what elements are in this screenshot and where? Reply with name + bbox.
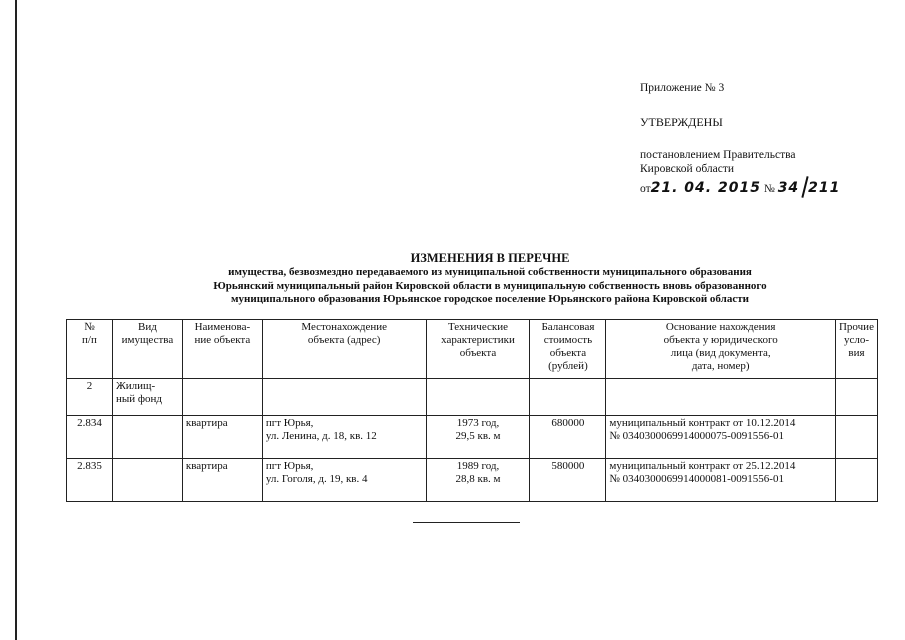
row-number: 2.834 [67,416,113,459]
handwritten-date: 21. 04. 2015 [650,180,761,196]
approval-block [640,82,890,198]
handwritten-number: 34 [777,180,800,196]
title-main: ИЗМЕНЕНИЯ В ПЕРЕЧНЕ [410,251,570,265]
number-prefix: № [763,183,775,195]
row-address: пгт Юрья, ул. Ленина, д. 18, кв. 12 [262,416,426,459]
title-line-3: муниципального образования Юрьянское городское поселение Юрьянского района Кировской области [231,293,749,305]
appendix-label: Приложение № 3 [640,82,725,94]
header-balance-value: Балансовая стоимость объекта (рублей) [530,320,606,379]
header-other-conditions: Прочие усло- вия [835,320,877,379]
resolution-label: постановлением Правительства [640,149,796,161]
group-type: Жилищ- ный фонд [112,379,182,416]
handwritten-number-suffix: 211 [808,180,841,196]
table-row [67,459,878,502]
approved-label: УТВЕРЖДЕНЫ [640,114,723,129]
header-object-name: Наименова- ние объекта [182,320,262,379]
title-line-1: имущества, безвозмездно передаваемого из муниципальной собственности муниципального образования [228,266,752,278]
page-left-edge-line [15,0,17,640]
table-group-row [67,379,878,416]
property-changes-table [66,319,878,502]
row-basis: муниципальный контракт от 25.12.2014 № 0340300069914000081-0091556-01 [606,459,836,502]
document-title [140,251,840,307]
row-value: 580000 [530,459,606,502]
region-label: Кировской области [640,162,735,175]
row-address: пгт Юрья, ул. Гоголя, д. 19, кв. 4 [262,459,426,502]
group-number: 2 [67,379,113,416]
date-prefix: от [640,183,651,195]
row-object-name: квартира [182,416,262,459]
header-number: № п/п [67,320,113,379]
header-basis: Основание нахождения объекта у юридического лица (вид документа, дата, номер) [606,320,836,379]
row-basis: муниципальный контракт от 10.12.2014 № 0340300069914000075-0091556-01 [606,416,836,459]
row-tech: 1973 год, 29,5 кв. м [426,416,530,459]
row-tech: 1989 год, 28,8 кв. м [426,459,530,502]
row-object-name: квартира [182,459,262,502]
row-value: 680000 [530,416,606,459]
end-of-document-rule [413,522,520,523]
date-number-line [640,176,890,198]
table-header-row [67,320,878,379]
header-property-type: Вид имущества [112,320,182,379]
title-line-2: Юрьянский муниципальный район Кировской области в муниципальную собственность вновь образованного [213,279,767,292]
header-tech-characteristics: Технические характеристики объекта [426,320,530,379]
row-number: 2.835 [67,459,113,502]
header-address: Местонахождение объекта (адрес) [262,320,426,379]
table-row [67,416,878,459]
